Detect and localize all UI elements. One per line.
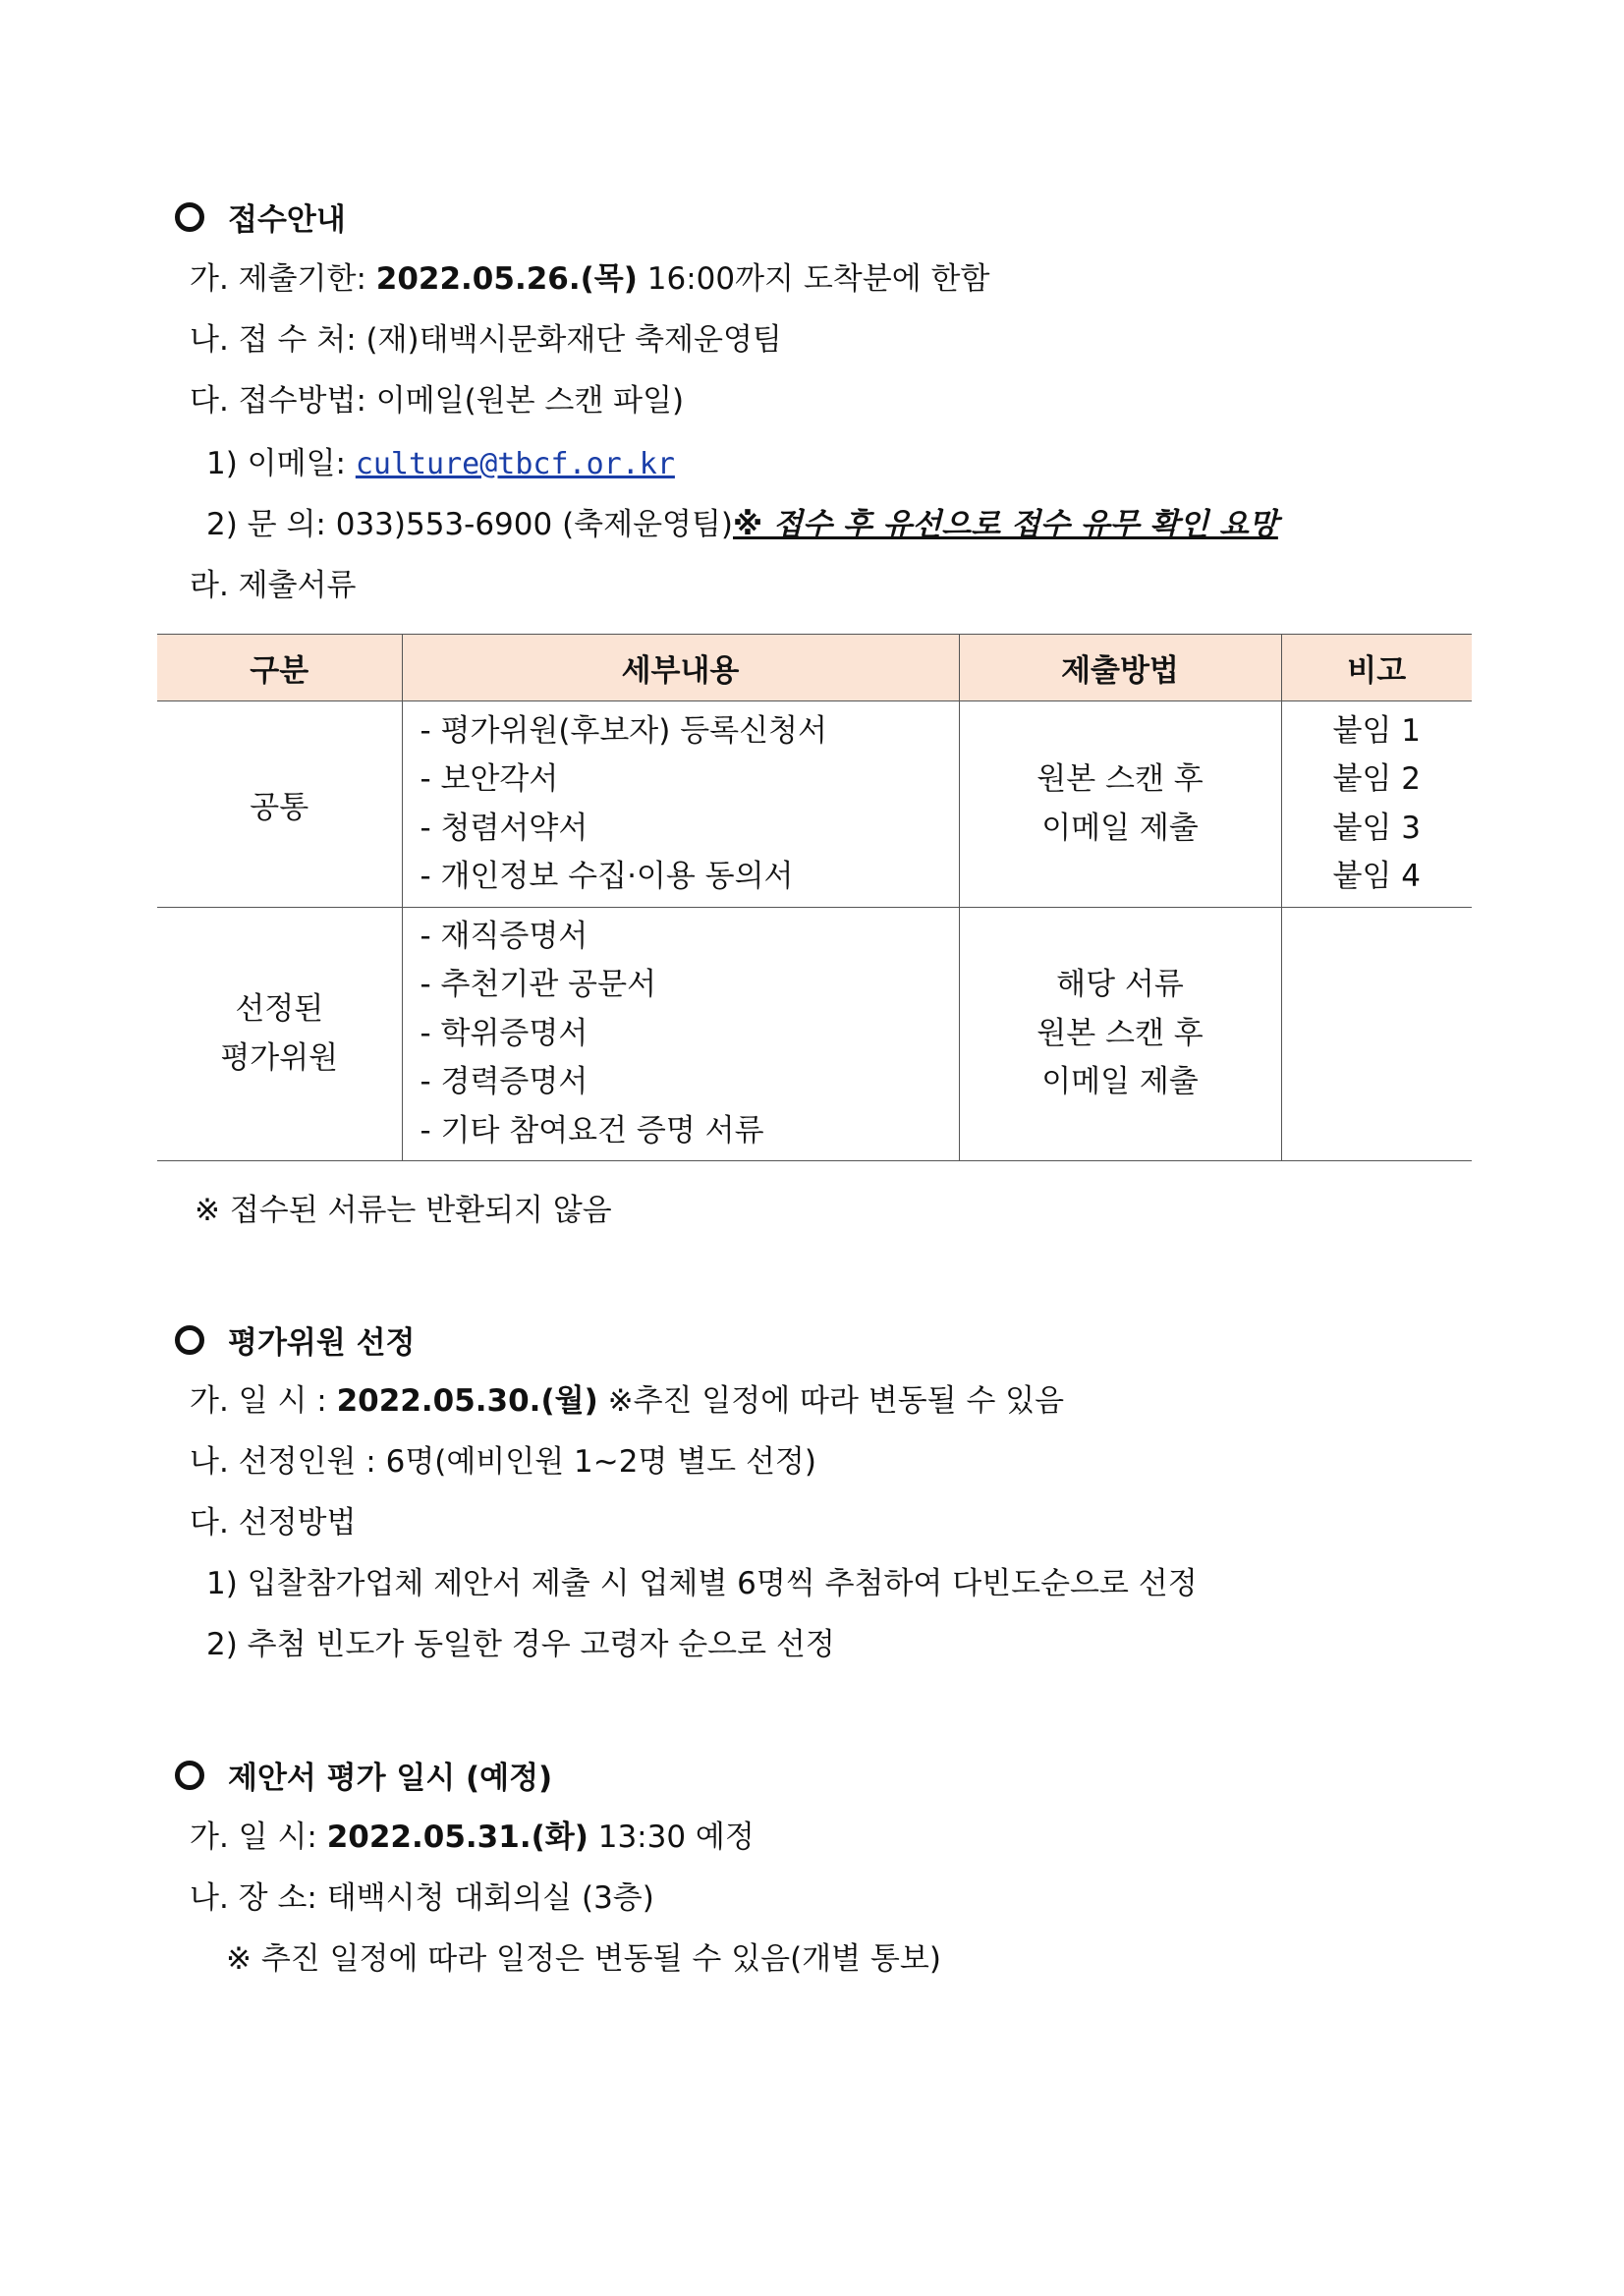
return-footnote: ※ 접수된 서류는 반환되지 않음 bbox=[195, 1193, 612, 1228]
circle-bullet-icon bbox=[175, 1325, 204, 1355]
email-link[interactable]: culture@tbcf.or.kr bbox=[355, 447, 675, 481]
row-notes: 붙임 1 붙임 2 붙임 3 붙임 4 bbox=[1281, 701, 1472, 908]
selection-method-label: 다. 선정방법 bbox=[190, 1505, 357, 1540]
deadline-date: 2022.05.26.(목) bbox=[375, 261, 638, 297]
phone-line: 2) 문 의: 033)553-6900 (축제운영팀)※ 접수 후 유선으로 접수 유무 확인 요망 bbox=[206, 507, 1278, 542]
section-title: 평가위원 선정 bbox=[228, 1325, 416, 1361]
section-heading-selection bbox=[175, 1317, 415, 1362]
selection-method-item: 2) 추첨 빈도가 동일한 경우 고령자 순으로 선정 bbox=[206, 1627, 835, 1662]
header-method: 제출방법 bbox=[959, 635, 1281, 701]
selection-date: 2022.05.30.(월) bbox=[336, 1383, 598, 1419]
table-row bbox=[157, 908, 1472, 1161]
table-row bbox=[157, 701, 1472, 908]
documents-label: 라. 제출서류 bbox=[190, 568, 357, 603]
receiver-line: 나. 접 수 처: (재)태백시문화재단 축제운영팀 bbox=[190, 322, 782, 358]
header-details: 세부내용 bbox=[402, 635, 959, 701]
header-notes: 비고 bbox=[1281, 635, 1472, 701]
evaluation-footnote: ※ 추진 일정에 따라 일정은 변동될 수 있음(개별 통보) bbox=[226, 1941, 941, 1977]
selection-date-line: 가. 일 시 : 2022.05.30.(월) ※추진 일정에 따라 변동될 수 있음 bbox=[190, 1383, 1065, 1419]
documents-table bbox=[157, 634, 1472, 1161]
table-header-row bbox=[157, 635, 1472, 701]
email-line: 1) 이메일: culture@tbcf.or.kr bbox=[206, 446, 675, 481]
section-title: 접수안내 bbox=[228, 202, 346, 238]
row-details: - 재직증명서 - 추천기관 공문서 - 학위증명서 - 경력증명서 - 기타 참여요건 증명 서류 bbox=[402, 908, 959, 1161]
evaluation-date: 2022.05.31.(화) bbox=[326, 1820, 588, 1855]
row-category: 선정된 평가위원 bbox=[157, 908, 402, 1161]
row-notes bbox=[1281, 908, 1472, 1161]
section-heading-submission bbox=[175, 195, 346, 239]
selection-method-item: 1) 입찰참가업체 제안서 제출 시 업체별 6명씩 추첨하여 다빈도순으로 선정 bbox=[206, 1566, 1198, 1601]
deadline-line: 가. 제출기한: 2022.05.26.(목) 16:00까지 도착분에 한함 bbox=[190, 261, 990, 297]
section-title: 제안서 평가 일시 (예정) bbox=[228, 1761, 553, 1796]
row-method: 해당 서류 원본 스캔 후 이메일 제출 bbox=[959, 908, 1281, 1161]
circle-bullet-icon bbox=[175, 202, 204, 232]
row-method: 원본 스캔 후 이메일 제출 bbox=[959, 701, 1281, 908]
row-details: - 평가위원(후보자) 등록신청서 - 보안각서 - 청렴서약서 - 개인정보 수집·이용 동의서 bbox=[402, 701, 959, 908]
section-heading-evaluation bbox=[175, 1753, 552, 1797]
evaluation-date-line: 가. 일 시: 2022.05.31.(화) 13:30 예정 bbox=[190, 1820, 755, 1855]
circle-bullet-icon bbox=[175, 1761, 204, 1790]
row-category: 공통 bbox=[157, 701, 402, 908]
evaluation-place-line: 나. 장 소: 태백시청 대회의실 (3층) bbox=[190, 1880, 654, 1916]
method-line: 다. 접수방법: 이메일(원본 스캔 파일) bbox=[190, 383, 685, 419]
selection-count-line: 나. 선정인원 : 6명(예비인원 1~2명 별도 선정) bbox=[190, 1444, 816, 1480]
phone-notice: ※ 접수 후 유선으로 접수 유무 확인 요망 bbox=[733, 507, 1278, 542]
header-category: 구분 bbox=[157, 635, 402, 701]
